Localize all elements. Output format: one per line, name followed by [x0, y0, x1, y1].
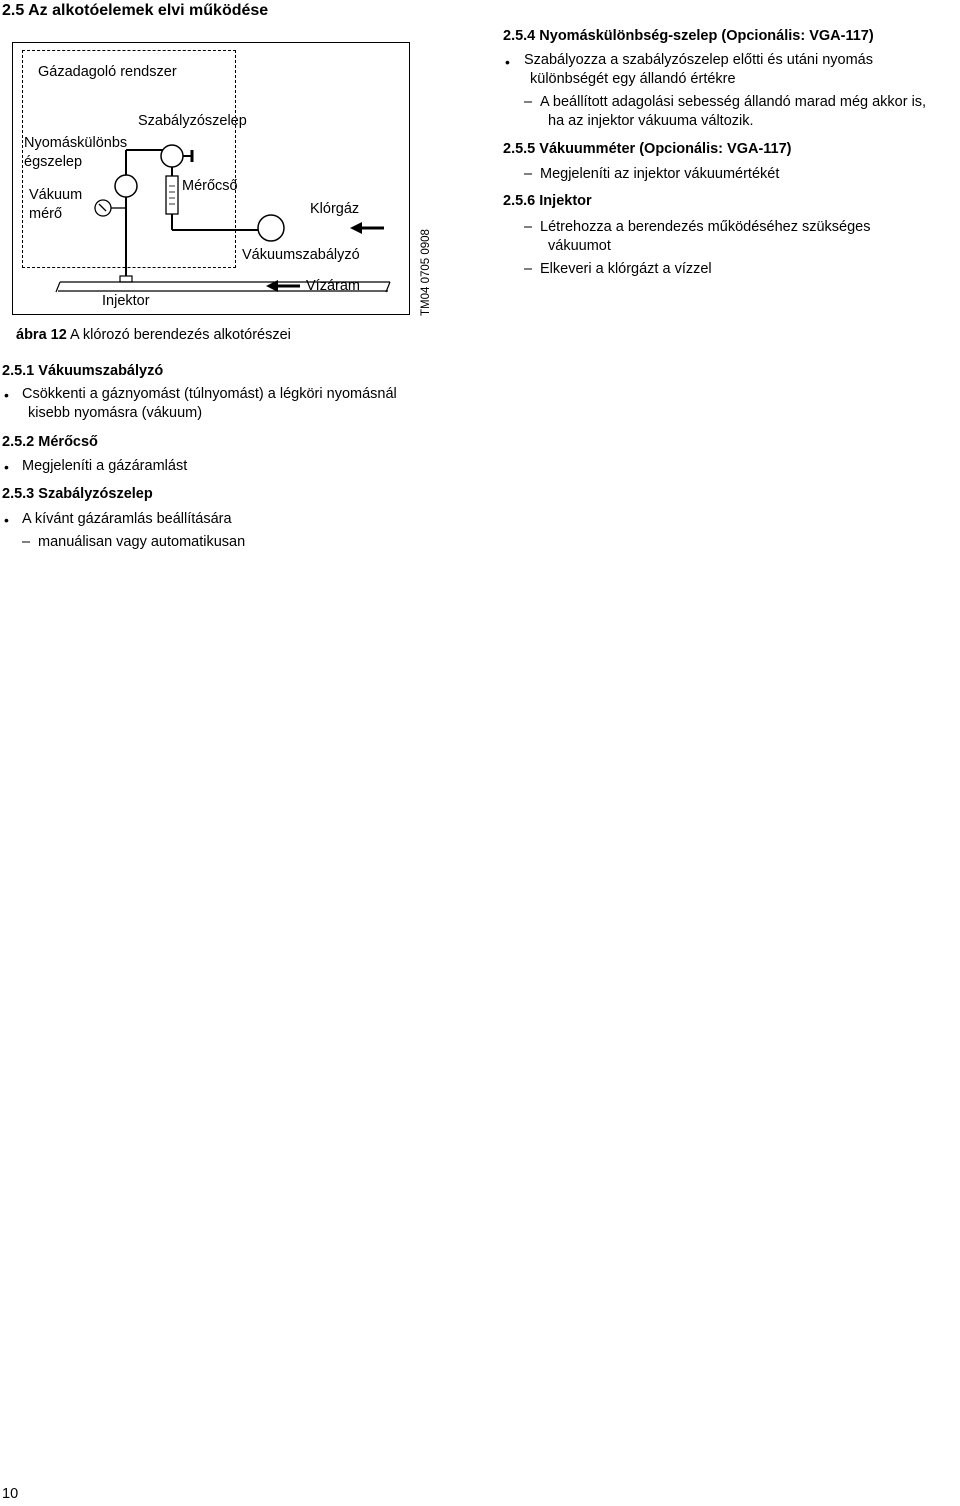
dash-icon: –	[524, 94, 533, 110]
regulating-valve-icon	[161, 145, 183, 167]
dash-icon: –	[524, 261, 533, 277]
label-vacuum-regulator: Vákuumszabályzó	[242, 247, 360, 263]
heading-2-5-5: 2.5.5 Vákuumméter (Opcionális: VGA-117)	[503, 141, 792, 157]
text-2-5-6-dash2: Elkeveri a klórgázt a vízzel	[540, 261, 712, 277]
section-title: 2.5 Az alkotóelemek elvi működése	[2, 2, 269, 19]
caption-text: A klórozó berendezés alkotórészei	[66, 327, 291, 343]
label-diff-pressure-valve-line2: égszelep	[24, 154, 83, 170]
chlorinator-diagram	[0, 0, 960, 330]
dash-icon: –	[524, 219, 533, 235]
text-2-5-3: A kívánt gázáramlás beállítására	[22, 511, 232, 527]
caption-number: ábra 12	[16, 327, 67, 343]
text-2-5-6-dash1-line2: vákuumot	[548, 238, 611, 254]
text-2-5-4-line2: különbségét egy állandó értékre	[530, 71, 736, 87]
text-2-5-5-dash: Megjeleníti az injektor vákuumértékét	[540, 166, 780, 182]
chlorine-arrow-icon	[350, 222, 362, 234]
dash-icon: –	[524, 166, 533, 182]
diff-pressure-valve-icon	[115, 175, 137, 197]
label-vacuum-meter-line1: Vákuum	[29, 187, 83, 203]
text-2-5-3-dash: manuálisan vagy automatikusan	[38, 534, 246, 550]
heading-2-5-2: 2.5.2 Mérőcső	[2, 434, 98, 450]
text-2-5-6-dash1-line1: Létrehozza a berendezés működéséhez szükséges	[540, 219, 871, 235]
text-2-5-4-dash-line1: A beállított adagolási sebesség állandó marad még akkor is,	[540, 94, 927, 110]
bullet-icon: •	[505, 54, 510, 70]
heading-2-5-4: 2.5.4 Nyomáskülönbség-szelep (Opcionális: VGA-117)	[503, 28, 874, 44]
heading-2-5-1: 2.5.1 Vákuumszabályzó	[2, 363, 164, 379]
label-flow-meter: Mérőcső	[182, 178, 238, 194]
text-2-5-1-line2: kisebb nyomásra (vákuum)	[28, 405, 203, 421]
label-vacuum-meter-line2: mérő	[29, 206, 63, 222]
text-2-5-4-line1: Szabályozza a szabályzószelep előtti és utáni nyomás	[524, 52, 873, 68]
label-chlorine-gas: Klórgáz	[310, 201, 360, 217]
text-2-5-1-line1: Csökkenti a gáznyomást (túlnyomást) a légköri nyomásnál	[22, 386, 397, 402]
label-diff-pressure-valve-line1: Nyomáskülönbs	[24, 135, 128, 151]
heading-2-5-3: 2.5.3 Szabályzószelep	[2, 486, 153, 502]
label-water-flow: Vízáram	[306, 278, 360, 294]
text-2-5-2: Megjeleníti a gázáramlást	[22, 458, 188, 474]
bullet-icon: •	[4, 512, 9, 528]
flow-meter-tube-icon	[166, 176, 178, 214]
label-regulating-valve: Szabályzószelep	[138, 113, 247, 129]
vacuum-regulator-icon	[258, 215, 284, 241]
bullet-icon: •	[4, 387, 9, 403]
heading-2-5-6: 2.5.6 Injektor	[503, 193, 592, 209]
bullet-icon: •	[4, 459, 9, 475]
dash-icon: –	[22, 534, 31, 550]
figure-code: TM04 0705 0908	[420, 229, 432, 316]
injector-icon	[120, 276, 132, 282]
figure-caption	[16, 327, 291, 343]
label-gas-system: Gázadagoló rendszer	[38, 64, 177, 80]
text-2-5-4-dash-line2: ha az injektor vákuuma változik.	[548, 113, 754, 129]
label-injector: Injektor	[102, 293, 150, 309]
page-number: 10	[2, 1486, 19, 1502]
